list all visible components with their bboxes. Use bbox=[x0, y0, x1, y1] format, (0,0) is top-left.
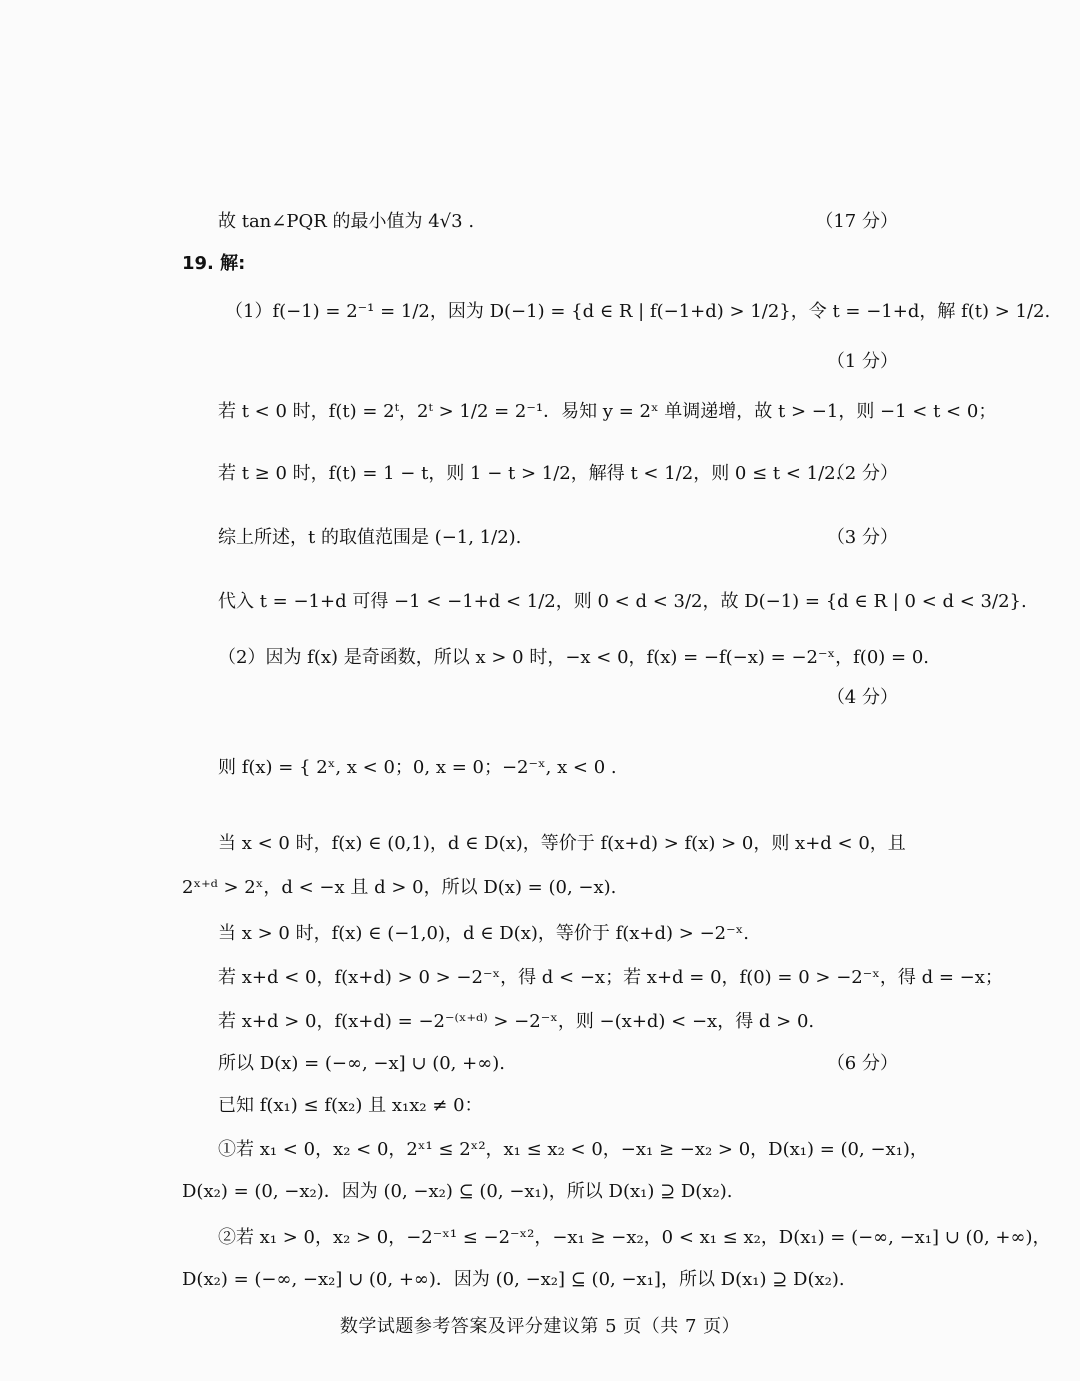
solution-line bbox=[0, 1010, 1080, 1050]
line-text: 2ˣ⁺ᵈ > 2ˣ，d < −x 且 d > 0，所以 D(x) = (0, −x). bbox=[182, 877, 617, 898]
line-text: ①若 x₁ < 0，x₂ < 0，2ˣ¹ ≤ 2ˣ²，x₁ ≤ x₂ < 0，−x₁ ≥ −x₂ > 0，D(x₁) = (0, −x₁)， bbox=[218, 1139, 928, 1160]
line-text: 已知 f(x₁) ≤ f(x₂) 且 x₁x₂ ≠ 0： bbox=[218, 1095, 483, 1116]
line-text: 当 x < 0 时，f(x) ∈ (0,1)，d ∈ D(x)，等价于 f(x+d) > f(x) > 0，则 x+d < 0，且 bbox=[218, 833, 906, 854]
line-text: ②若 x₁ > 0，x₂ > 0，−2⁻ˣ¹ ≤ −2⁻ˣ²，−x₁ ≥ −x₂，0 < x₁ ≤ x₂，D(x₁) = (−∞, −x₁] ∪ (0, +∞)， bbox=[218, 1227, 1051, 1248]
line-text: 所以 D(x) = (−∞, −x] ∪ (0, +∞). bbox=[218, 1053, 505, 1074]
solution-line bbox=[0, 400, 1080, 440]
line-text: 若 t < 0 时，f(t) = 2ᵗ，2ᵗ > 1/2 = 2⁻¹．易知 y = 2ˣ 单调递增，故 t > −1，则 −1 < t < 0； bbox=[218, 401, 997, 422]
line-text: 若 t ≥ 0 时，f(t) = 1 − t，则 1 − t > 1/2，解得 t < 1/2，则 0 ≤ t < 1/2. bbox=[218, 463, 842, 484]
score-label: （3 分） bbox=[826, 527, 898, 548]
solution-line bbox=[0, 210, 1080, 250]
line-text: 19. 解: bbox=[182, 253, 246, 274]
solution-line bbox=[0, 832, 1080, 872]
solution-line bbox=[0, 1268, 1080, 1308]
page-footer: 数学试题参考答案及评分建议第 5 页（共 7 页） bbox=[339, 1316, 741, 1337]
score-label: （4 分） bbox=[826, 687, 898, 708]
line-text: （2）因为 f(x) 是奇函数，所以 x > 0 时，−x < 0，f(x) = −f(−x) = −2⁻ˣ，f(0) = 0. bbox=[218, 647, 929, 668]
solution-line bbox=[0, 350, 1080, 390]
solution-line bbox=[0, 1226, 1080, 1266]
solution-line bbox=[0, 590, 1080, 630]
line-text: （1）f(−1) = 2⁻¹ = 1/2，因为 D(−1) = {d ∈ R | f(−1+d) > 1/2}，令 t = −1+d，解 f(t) > 1/2. bbox=[225, 301, 1051, 322]
line-text: D(x₂) = (−∞, −x₂] ∪ (0, +∞)．因为 (0, −x₂] ⊆ (0, −x₁]，所以 D(x₁) ⊇ D(x₂). bbox=[182, 1269, 845, 1290]
solution-line bbox=[0, 1094, 1080, 1134]
score-label: （6 分） bbox=[826, 1053, 898, 1074]
solution-line bbox=[0, 300, 1080, 340]
problem-heading bbox=[0, 252, 1080, 292]
solution-line bbox=[0, 922, 1080, 962]
line-text: 若 x+d > 0，f(x+d) = −2⁻⁽ˣ⁺ᵈ⁾ > −2⁻ˣ，则 −(x+d) < −x，得 d > 0. bbox=[218, 1011, 815, 1032]
solution-line bbox=[0, 876, 1080, 916]
line-text: 当 x > 0 时，f(x) ∈ (−1,0)，d ∈ D(x)，等价于 f(x+d) > −2⁻ˣ. bbox=[218, 923, 749, 944]
solution-line bbox=[0, 1138, 1080, 1178]
score-label: （17 分） bbox=[815, 211, 898, 232]
solution-line bbox=[0, 686, 1080, 726]
line-text: 综上所述，t 的取值范围是 (−1, 1/2). bbox=[218, 527, 522, 548]
solution-line bbox=[0, 646, 1080, 686]
line-text: D(x₂) = (0, −x₂)．因为 (0, −x₂) ⊆ (0, −x₁)，所以 D(x₁) ⊇ D(x₂). bbox=[182, 1181, 733, 1202]
solution-line bbox=[0, 1180, 1080, 1220]
line-text: 若 x+d < 0，f(x+d) > 0 > −2⁻ˣ，得 d < −x；若 x+d = 0，f(0) = 0 > −2⁻ˣ，得 d = −x； bbox=[218, 967, 1003, 988]
piecewise-definition bbox=[0, 756, 1080, 796]
score-label: （1 分） bbox=[826, 351, 898, 372]
score-label: （2 分） bbox=[826, 463, 898, 484]
line-text: 故 tan∠PQR 的最小值为 4√3 . bbox=[218, 211, 475, 232]
line-text: 则 f(x) = { 2ˣ, x < 0；0, x = 0；−2⁻ˣ, x < 0 . bbox=[218, 757, 617, 778]
solution-line bbox=[0, 462, 1080, 502]
solution-line bbox=[0, 966, 1080, 1006]
line-text: 代入 t = −1+d 可得 −1 < −1+d < 1/2，则 0 < d < 3/2，故 D(−1) = {d ∈ R | 0 < d < 3/2}. bbox=[218, 591, 1027, 612]
solution-line bbox=[0, 526, 1080, 566]
solution-line bbox=[0, 1052, 1080, 1092]
